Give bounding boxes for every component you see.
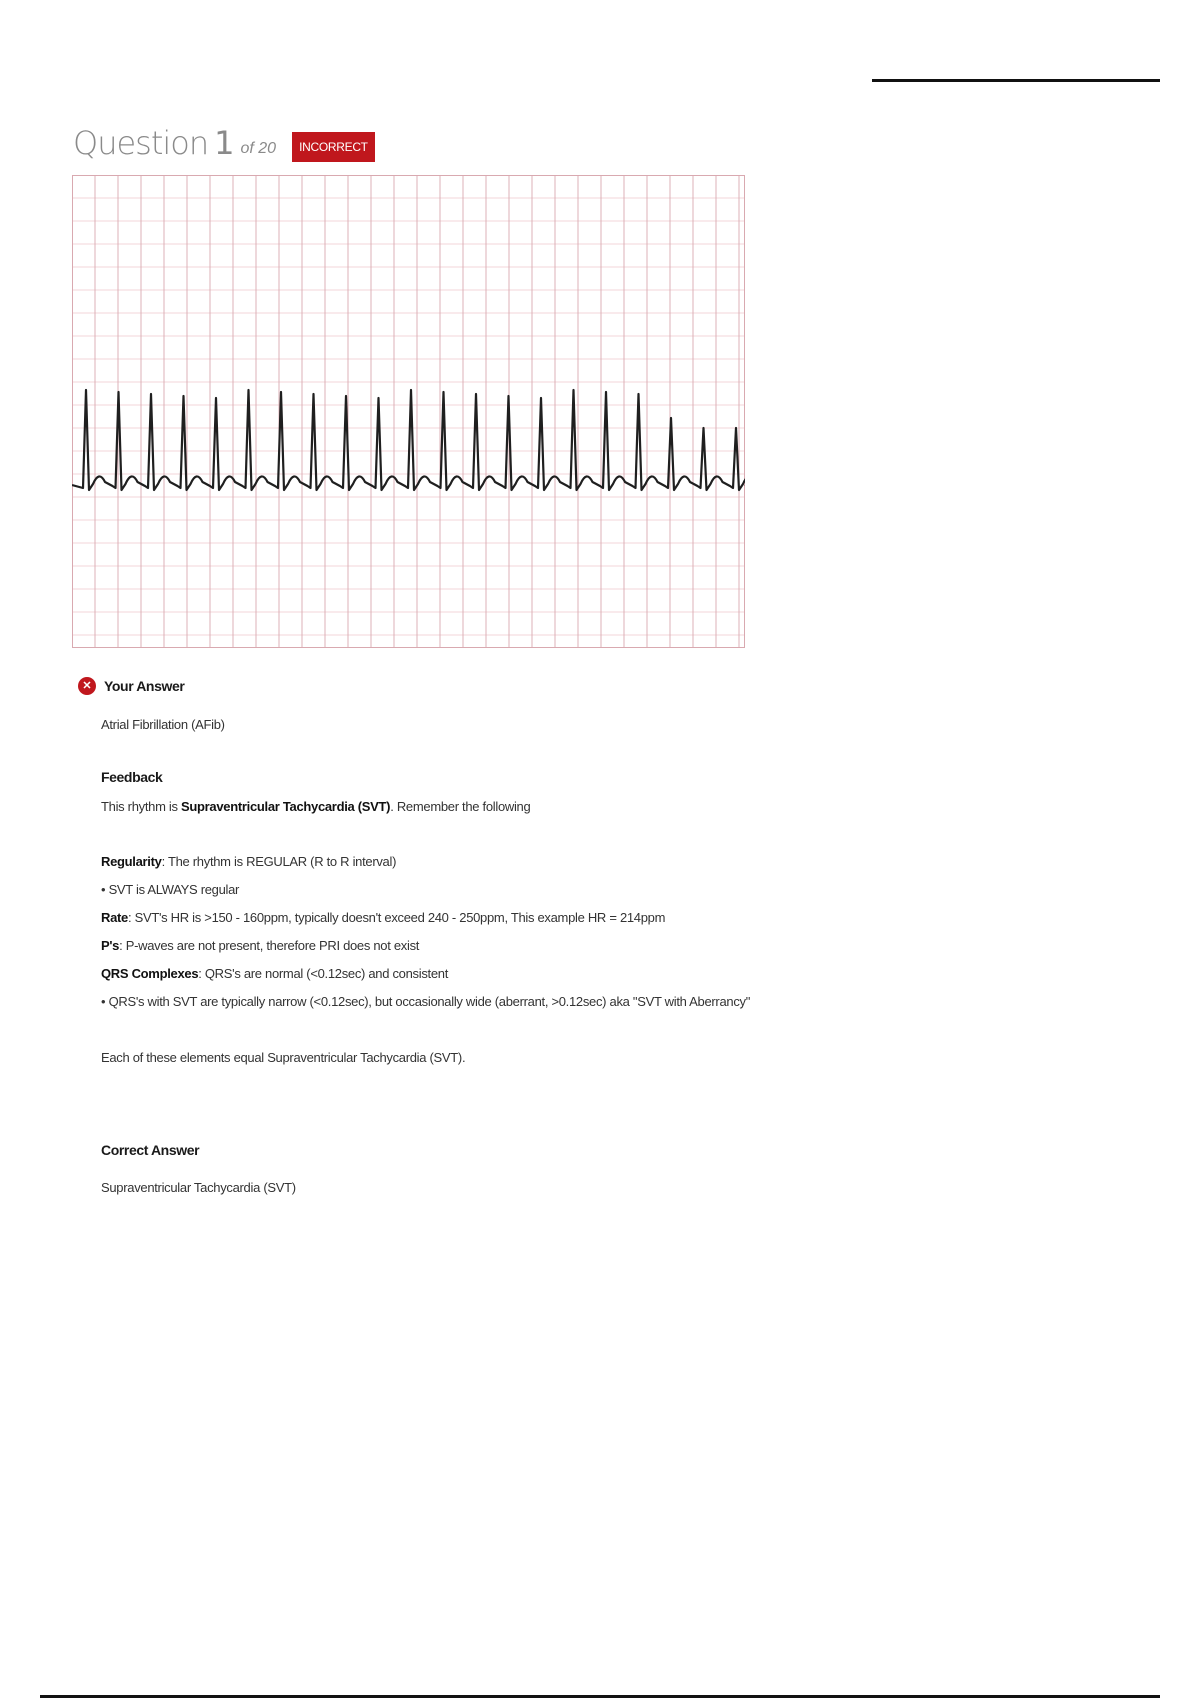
qrs-line xyxy=(101,960,778,988)
p-waves-label: P's xyxy=(101,938,120,953)
regularity-bullet: • SVT is ALWAYS regular xyxy=(101,882,240,897)
top-divider xyxy=(872,79,1160,82)
feedback-intro-bold: Supraventricular Tachycardia (SVT) xyxy=(181,799,391,814)
question-total: of 20 xyxy=(240,140,277,157)
p-waves-line xyxy=(101,932,778,960)
ecg-image xyxy=(72,175,745,648)
qrs-bullet: • QRS's with SVT are typically narrow (<0.12sec), but occasionally wide (aberrant, >0.12sec) aka "SVT with Aberrancy" xyxy=(101,994,751,1009)
feedback-intro-post: . Remember the following xyxy=(390,799,531,814)
ecg-strip xyxy=(72,175,745,648)
p-waves-text: : P-waves are not present, therefore PRI does not exist xyxy=(119,938,420,953)
feedback-intro-pre: This rhythm is xyxy=(101,799,182,814)
incorrect-x-icon: ✕ xyxy=(78,677,96,695)
feedback-intro xyxy=(101,793,778,821)
correct-answer-label: Correct Answer xyxy=(101,1142,200,1158)
your-answer-value: Atrial Fibrillation (AFib) xyxy=(101,717,225,732)
status-badge: INCORRECT xyxy=(292,132,375,162)
feedback-summary: Each of these elements equal Supraventricular Tachycardia (SVT). xyxy=(101,1050,466,1065)
your-answer-header xyxy=(78,677,778,695)
regularity-line xyxy=(101,848,778,876)
question-header xyxy=(73,122,375,162)
regularity-text: : The rhythm is REGULAR (R to R interval) xyxy=(161,854,397,869)
question-word: Question xyxy=(73,124,209,162)
rate-line xyxy=(101,904,778,932)
rate-label: Rate xyxy=(101,910,128,925)
correct-answer-value: Supraventricular Tachycardia (SVT) xyxy=(101,1180,296,1195)
regularity-label: Regularity xyxy=(101,854,162,869)
qrs-label: QRS Complexes xyxy=(101,966,199,981)
bottom-divider xyxy=(40,1695,1160,1698)
question-number: 1 xyxy=(214,124,235,162)
feedback-label: Feedback xyxy=(101,769,163,785)
rate-text: : SVT's HR is >150 - 160ppm, typically doesn't exceed 240 - 250ppm, This example HR = 214ppm xyxy=(127,910,666,925)
answer-section xyxy=(78,677,778,1195)
your-answer-label: Your Answer xyxy=(104,678,185,694)
qrs-text: : QRS's are normal (<0.12sec) and consistent xyxy=(198,966,449,981)
